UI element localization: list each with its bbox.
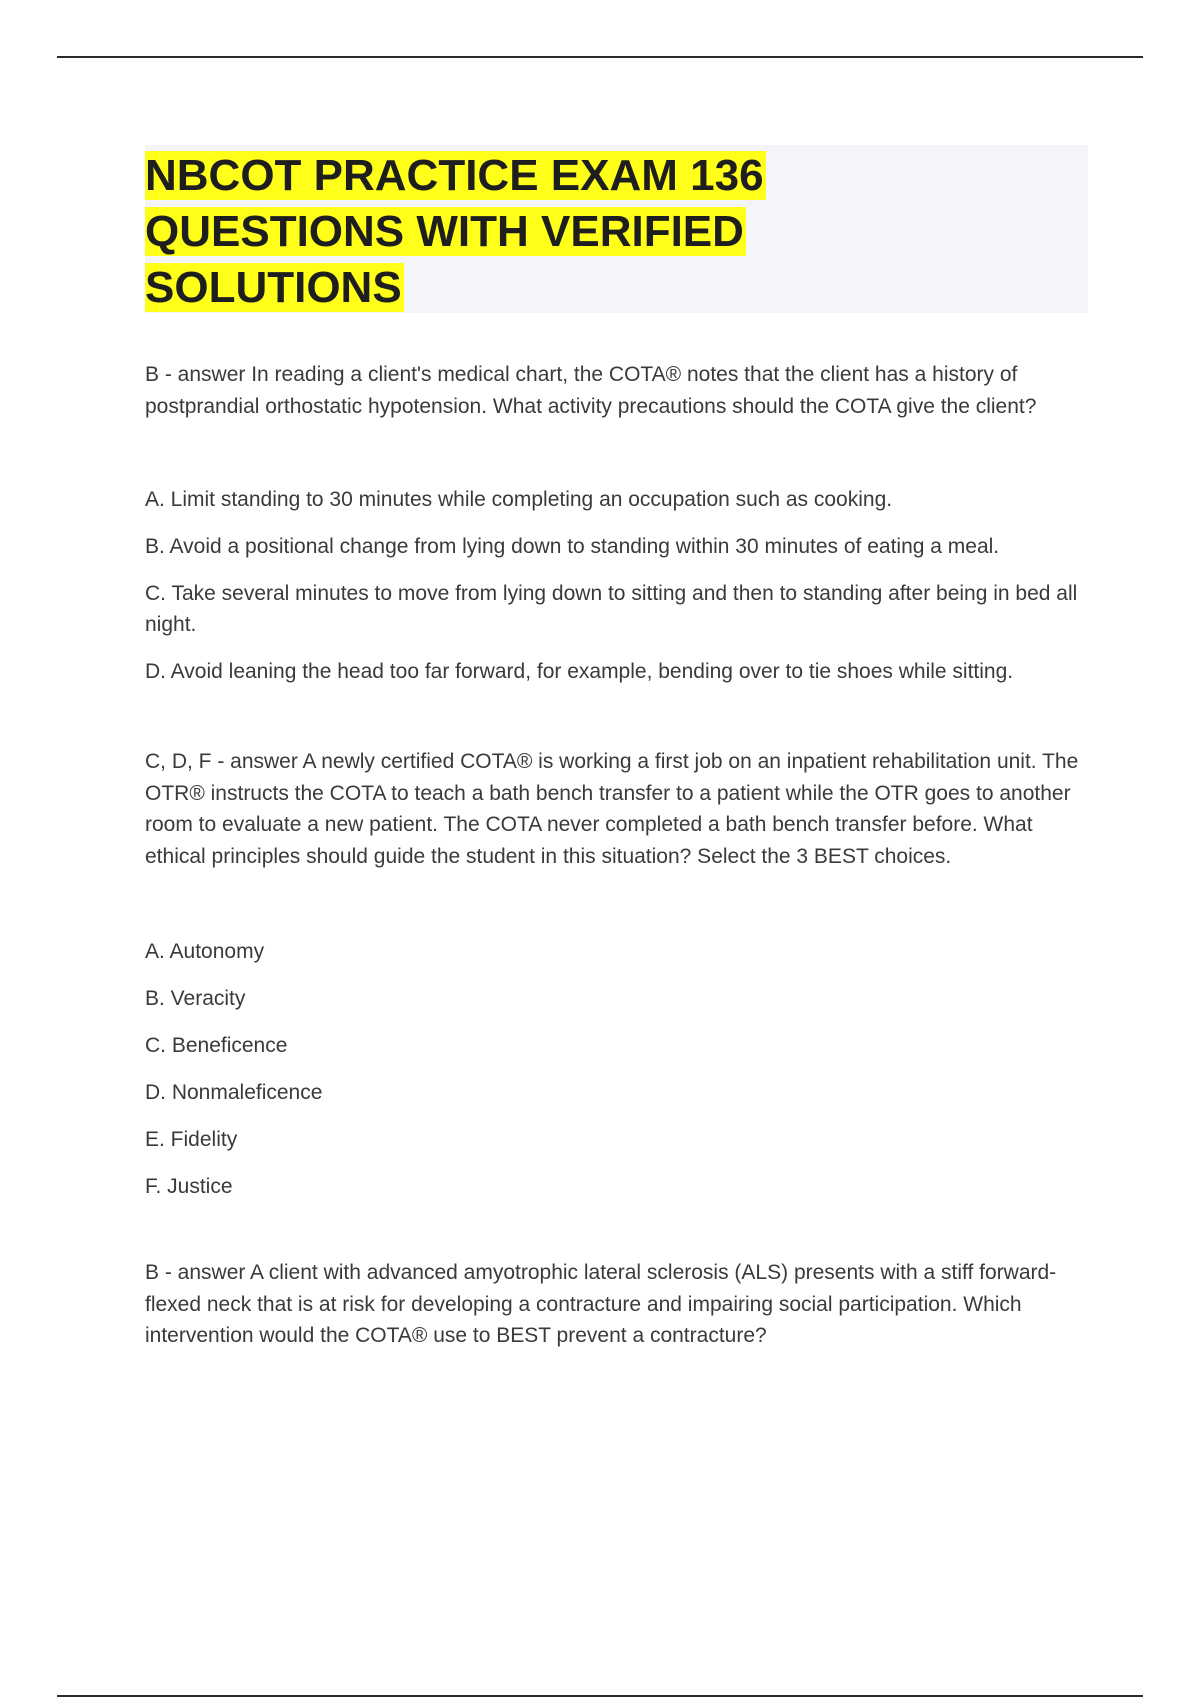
- question-2-option-f: F. Justice: [145, 1175, 233, 1198]
- question-2-option-e: E. Fidelity: [145, 1128, 238, 1151]
- bottom-rule: [57, 1695, 1143, 1697]
- title-line-3: SOLUTIONS: [145, 263, 402, 312]
- question-3-text: B - answer A client with advanced amyotrophic lateral sclerosis (ALS) presents with a stiff forward-flexed neck that is at risk for developing a contracture and impairing social participation. Which intervention would the COTA® use to BEST prevent a contracture?: [145, 1261, 1057, 1347]
- title-band: [145, 145, 1088, 313]
- question-2-option-a: A. Autonomy: [145, 940, 265, 963]
- question-1-text: B - answer In reading a client's medical chart, the COTA® notes that the client has a history of postprandial orthostatic hypotension. What activity precautions should the COTA give the client?: [145, 363, 1037, 418]
- question-1-option-b: B. Avoid a positional change from lying down to standing within 30 minutes of eating a meal.: [145, 535, 1000, 558]
- question-1-option-c: C. Take several minutes to move from lying down to sitting and then to standing after being in bed all night.: [145, 582, 1078, 636]
- title-line-1: NBCOT PRACTICE EXAM 136: [145, 151, 764, 200]
- question-2-options: [145, 936, 1088, 1202]
- question-1-option-a: A. Limit standing to 30 minutes while completing an occupation such as cooking.: [145, 488, 893, 511]
- title-line-2: QUESTIONS WITH VERIFIED: [145, 207, 744, 256]
- question-2-option-b: B. Veracity: [145, 987, 246, 1010]
- question-2-text: C, D, F - answer A newly certified COTA® is working a first job on an inpatient rehabilitation unit. The OTR® instructs the COTA to teach a bath bench transfer to a patient while the OTR goes to another room to evaluate a new patient. The COTA never completed a bath bench transfer before. What ethical principles should guide the student in this situation? Select the 3 BEST choices.: [145, 750, 1079, 868]
- top-rule: [57, 56, 1143, 58]
- question-1-options: [145, 484, 1088, 687]
- document-body: [145, 145, 1088, 1352]
- question-2-option-d: D. Nonmaleficence: [145, 1081, 323, 1104]
- question-1-option-d: D. Avoid leaning the head too far forward, for example, bending over to tie shoes while sitting.: [145, 660, 1014, 683]
- question-2-option-c: C. Beneficence: [145, 1034, 288, 1057]
- document-title: [145, 148, 1088, 316]
